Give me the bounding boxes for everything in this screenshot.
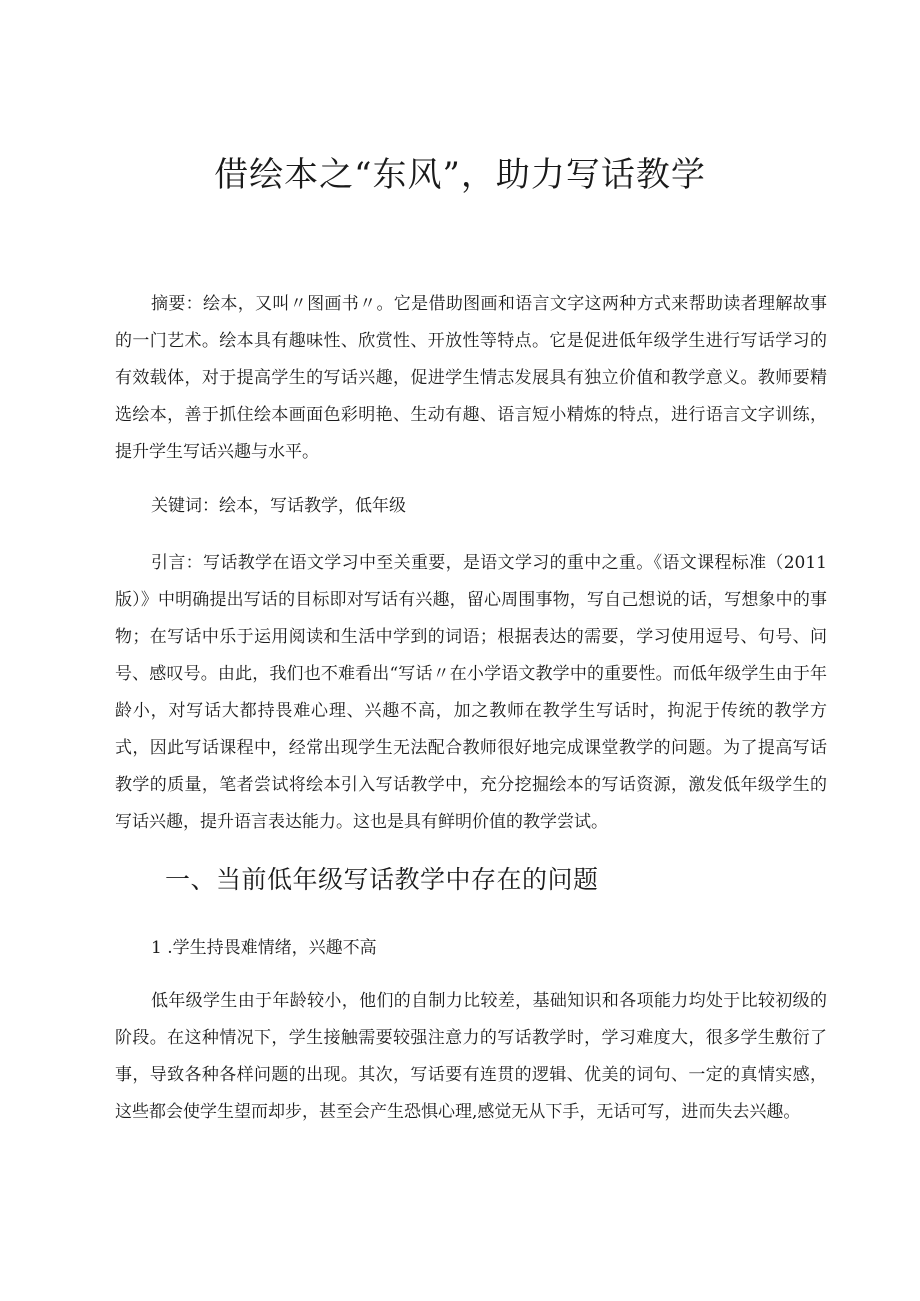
subsection-heading: 1 .学生持畏难情绪，兴趣不高 xyxy=(151,938,377,958)
keywords-line: 关键词：绘本，写话教学，低年级 xyxy=(151,496,406,516)
body-paragraph: 低年级学生由于年龄较小，他们的自制力比较差，基础知识和各项能力均处于比较初级的阶段。在这种情况下，学生接触需要较强注意力的写话教学时，学习难度大，很多学生敷衍了事，导致各种各样问题的出现。其次，写话要有连贯的逻辑、优美的词句、一定的真情实感，这些都会使学生望而却步，甚至会产生恐惧心理,感觉无从下手，无话可写，进而失去兴趣。 xyxy=(115,991,827,1122)
introduction-paragraph: 引言：写话教学在语文学习中至关重要，是语文学习的重中之重。《语文课程标准（2011版）》中明确提出写话的目标即对写话有兴趣，留心周围事物，写自己想说的话，写想象中的事物；在写话中乐于运用阅读和生活中学到的词语；根据表达的需要，学习使用逗号、句号、问号、感叹号。由此，我们也不难看出“写话〃在小学语文教学中的重要性。而低年级学生由于年龄小，对写话大都持畏难心理、兴趣不高，加之教师在教学生写话时，拘泥于传统的教学方式，因此写话课程中，经常出现学生无法配合教师很好地完成课堂教学的问题。为了提高写话教学的质量，笔者尝试将绘本引入写话教学中，充分挖掘绘本的写话资源，激发低年级学生的写话兴趣，提升语言表达能力。这也是具有鲜明价值的教学尝试。 xyxy=(115,553,827,832)
abstract-paragraph: 摘要：绘本，又叫〃图画书〃。它是借助图画和语言文字这两种方式来帮助读者理解故事的一门艺术。绘本具有趣味性、欣赏性、开放性等特点。它是促进低年级学生进行写话学习的有效载体，对于提高学生的写话兴趣，促进学生情志发展具有独立价值和教学意义。教师要精选绘本，善于抓住绘本画面色彩明艳、生动有趣、语言短小精炼的特点，进行语言文字训练，提升学生写话兴趣与水平。 xyxy=(115,294,827,462)
section-heading: 一、当前低年级写话教学中存在的问题 xyxy=(165,865,599,894)
document-title: 借绘本之“东风”，助力写话教学 xyxy=(214,155,706,195)
